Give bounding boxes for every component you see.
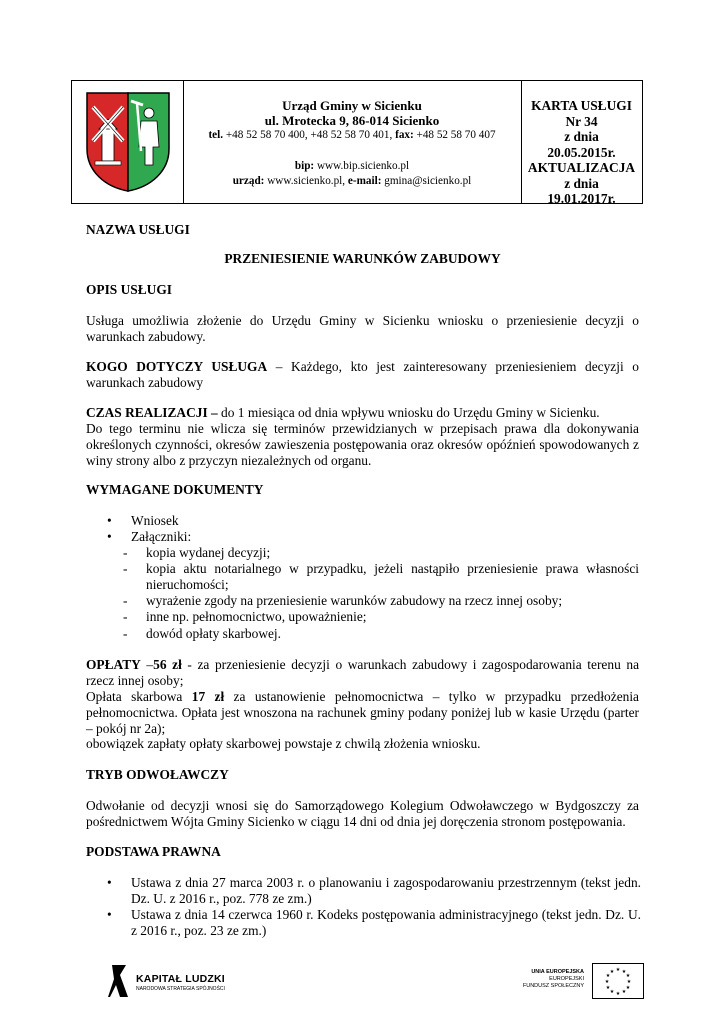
coat-of-arms-logo (85, 91, 171, 193)
attachment-item: wyrażenie zgody na przeniesienie warunków zabudowy na rzecz innej osoby; (146, 593, 563, 608)
opis-text: Usługa umożliwia złożenie do Urzędu Gminy w Sicienku wniosku o przeniesienie decyzji o warunkach zabudowy. (86, 313, 639, 344)
oplaty-skarbowa-paragraph (86, 689, 639, 737)
oplaty-sep: – (140, 657, 154, 672)
svg-text:★: ★ (621, 969, 627, 975)
opis-heading: OPIS USŁUGI (86, 282, 172, 297)
tryb-heading: TRYB ODWOŁAWCZY (86, 767, 229, 782)
svg-text:★: ★ (626, 979, 632, 985)
office-name: Urząd Gminy w Sicienku (282, 98, 422, 113)
svg-text:★: ★ (625, 985, 631, 991)
oplaty-skarbowa-amount: 17 zł (191, 689, 225, 704)
svg-text:★: ★ (604, 979, 610, 985)
service-title: PRZENIESIENIE WARUNKÓW ZABUDOWY (224, 251, 501, 266)
bip-value: www.bip.sicienko.pl (314, 160, 410, 172)
oplaty-heading: OPŁATY (86, 657, 141, 672)
bip-line (183, 159, 521, 174)
eu-line-2: EUROPEJSKI (549, 976, 584, 982)
email-value: gmina@sicienko.pl (381, 175, 472, 187)
svg-text:★: ★ (615, 967, 621, 973)
dash-icon: - (123, 626, 128, 641)
card-line: 20.05.2015r. (547, 144, 616, 160)
card-line: AKTUALIZACJA (527, 160, 636, 175)
bip-label: bip: (294, 160, 315, 172)
czas-note: Do tego terminu nie wlicza się terminów przewidzianych w przepisach prawa dla dokonywania określonych czynności, okresów zawieszenia postępowania oraz okresów opóźnień spowodowanych z winy strony albo z przyczyn niezależnych od organu. (86, 421, 639, 468)
eu-flag-icon (592, 963, 644, 999)
czas-text: do 1 miesiąca od dnia wpływu wniosku do Urzędu Gminy w Sicienku. (217, 405, 600, 420)
email-label: e-mail: (347, 175, 382, 187)
oplaty-paragraph (86, 657, 639, 689)
dash-icon: - (123, 545, 128, 560)
dokumenty-heading: WYMAGANE DOKUMENTY (86, 482, 264, 497)
dash-icon: - (123, 593, 128, 608)
svg-text:★: ★ (605, 985, 611, 991)
bullet-icon: • (107, 875, 112, 890)
card-line: z dnia (564, 129, 599, 144)
kapital-ludzki-emblem-icon (108, 963, 130, 999)
eu-line-1: UNIA EUROPEJSKA (531, 969, 584, 975)
card-line: Nr 34 (565, 113, 598, 129)
office-address: ul. Mrotecka 9, 86-014 Sicienko (264, 113, 440, 128)
oplaty-obowiazek: obowiązek zapłaty opłaty skarbowej powstaje z chwilą złożenia wniosku. (86, 736, 481, 751)
svg-text:★: ★ (615, 991, 621, 997)
svg-text:★: ★ (621, 989, 627, 995)
card-line: KARTA USŁUGI (531, 98, 632, 113)
eu-logo (518, 963, 644, 999)
oplaty-text: - za przeniesienie decyzji o warunkach zabudowy i zagospodarowania terenu na rzecz innej osoby; (86, 657, 640, 688)
kapital-ludzki-subtitle: NARODOWA STRATEGIA SPÓJNOŚCI (136, 986, 225, 992)
kogo-text: – Każdego, kto jest zainteresowany przeniesieniem decyzji o warunkach zabudowy (86, 359, 639, 390)
legal-basis-item: Ustawa z dnia 27 marca 2003 r. o planowaniu i zagospodarowaniu przestrzennym (tekst jedn. Dz. U. z 2016 r., poz. 778 ze zm.) (131, 875, 641, 906)
list-item: Wniosek (131, 513, 179, 528)
nazwa-heading: NAZWA USŁUGI (86, 222, 190, 237)
bullet-icon: • (107, 513, 112, 528)
office-info-cell (183, 81, 522, 203)
crest-cell (72, 81, 184, 203)
card-line: 19.01.2017r. (547, 191, 616, 206)
kogo-paragraph (86, 359, 639, 391)
fax-label: fax: (395, 129, 414, 141)
urzad-label: urząd: (232, 175, 265, 187)
svg-text:★: ★ (625, 973, 631, 979)
tel-value: +48 52 58 70 400, +48 52 58 70 401, (223, 129, 396, 141)
dash-icon: - (123, 561, 128, 576)
svg-text:★: ★ (605, 973, 611, 979)
oplaty-skarbowa-text: za ustanowienie pełnomocnictwa – tylko w przypadku przedłożenia pełnomocnictwa. Opłata jest wnoszona na rachunek gminy podany poniżej lub w kasie Urzędu (parter – pokój nr 2a); (86, 689, 639, 736)
eu-logo-text (518, 969, 584, 990)
kogo-heading: KOGO DOTYCZY USŁUGA (86, 359, 268, 374)
legal-basis-item: Ustawa z dnia 14 czerwca 1960 r. Kodeks postępowania administracyjnego (tekst jedn. Dz. U. z 2016 r., poz. 23 ze zm.) (131, 907, 641, 938)
czas-heading: CZAS REALIZACJI – (86, 405, 218, 420)
header-table (71, 80, 643, 204)
attachment-item: kopia wydanej decyzji; (146, 545, 271, 560)
card-line: z dnia (564, 175, 599, 191)
svg-text:★: ★ (609, 969, 615, 975)
tryb-text: Odwołanie od decyzji wnosi się do Samorządowego Kolegium Odwoławczego w Bydgoszczy za pośrednictwem Wójta Gminy Sicienko w ciągu 14 dni od dnia jej doręczenia stronom postępowania. (86, 798, 639, 829)
eu-line-3: FUNDUSZ SPOŁECZNY (522, 983, 584, 989)
attachment-item: kopia aktu notarialnego w przypadku, jeżeli nastąpiło przeniesienie prawa własności nieruchomości; (146, 561, 639, 592)
kapital-ludzki-logo (108, 963, 238, 999)
attachment-item: dowód opłaty skarbowej. (146, 626, 281, 641)
kapital-ludzki-title: KAPITAŁ LUDZKI (136, 973, 225, 985)
attachment-item: inne np. pełnomocnictwo, upoważnienie; (146, 609, 367, 624)
dash-icon: - (123, 609, 128, 624)
contact-phone-line (183, 128, 521, 143)
svg-text:★: ★ (609, 989, 615, 995)
podstawa-heading: PODSTAWA PRAWNA (86, 844, 221, 859)
oplaty-skarbowa-lead: Opłata skarbowa (86, 689, 192, 704)
bullet-icon: • (107, 529, 112, 544)
web-email-line (183, 174, 521, 189)
bullet-icon: • (107, 907, 112, 922)
card-info-cell (521, 81, 642, 206)
fax-value: +48 52 58 70 407 (413, 129, 496, 141)
urzad-value: www.sicienko.pl, (264, 175, 348, 187)
tel-label: tel. (208, 129, 224, 141)
oplaty-amount: 56 zł (153, 657, 182, 672)
list-item: Załączniki: (131, 529, 192, 544)
czas-paragraph (86, 405, 639, 421)
